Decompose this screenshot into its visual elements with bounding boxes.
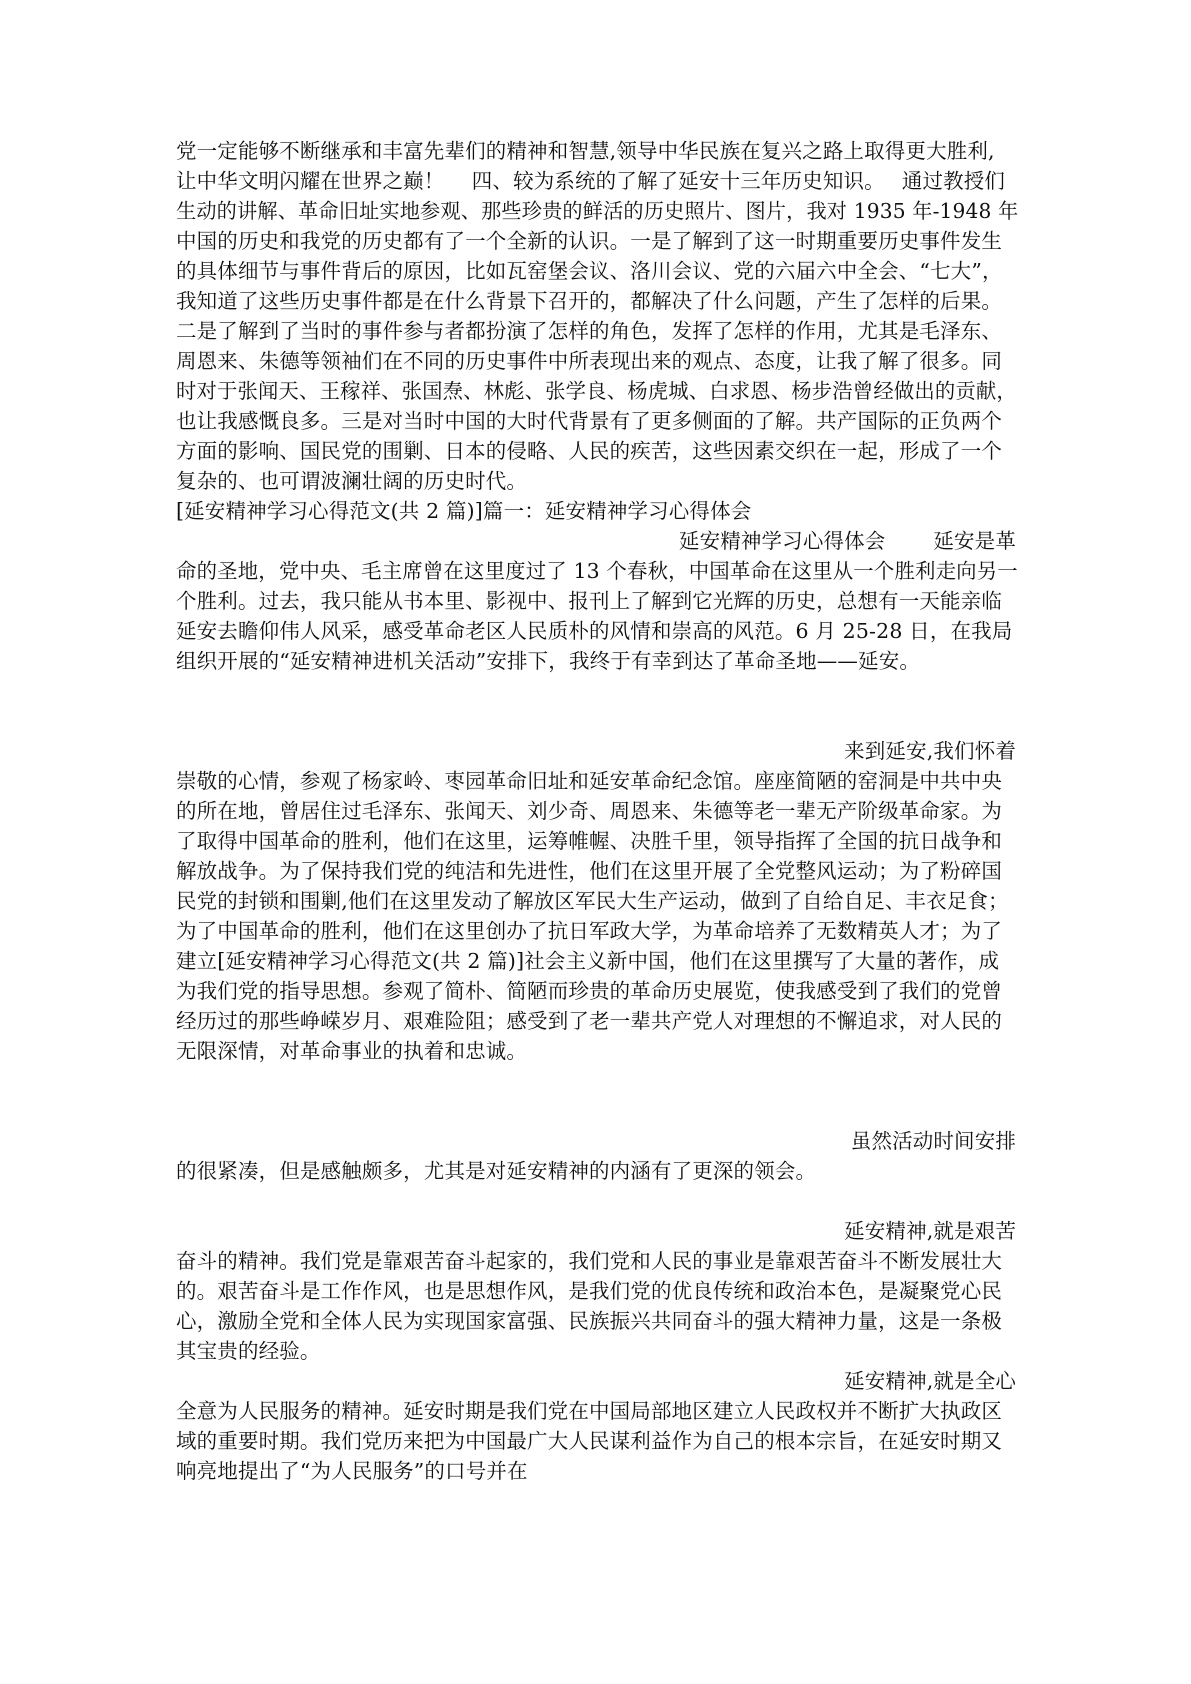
text-line: 建立[延安精神学习心得范文(共 2 篇)]社会主义新中国，他们在这里撰写了大量的著作，成 [176, 949, 1000, 973]
text-line: 二是了解到了当时的事件参与者都扮演了怎样的角色，发挥了怎样的作用，尤其是毛泽东、 [176, 319, 1002, 343]
text-line: 的具体细节与事件背后的原因，比如瓦窑堡会议、洛川会议、党的六届六中全会、“七大”， [176, 259, 1003, 283]
text-line: 延安去瞻仰伟人风采，感受革命老区人民质朴的风情和崇高的风范。6 月 25-28 日，在我局 [176, 619, 1013, 643]
text-line: 心，激励全党和全体人民为实现国家富强、民族振兴共同奋斗的强大精神力量，这是一条极 [176, 1309, 1002, 1333]
text-line: 响亮地提出了“为人民服务”的口号并在 [176, 1459, 528, 1483]
text-line: 中国的历史和我党的历史都有了一个全新的认识。一是了解到了这一时期重要历史事件发生 [176, 229, 1002, 253]
paragraph-start-line: 来到延安,我们怀着 [844, 739, 1016, 763]
text-line: 也让我感慨良多。三是对当时中国的大时代背景有了更多侧面的了解。共产国际的正负两个 [176, 409, 1002, 433]
text-line: 方面的影响、国民党的围剿、日本的侵略、人民的疾苦，这些因素交织在一起，形成了一个 [176, 439, 1002, 463]
paragraph-start-line: 延安精神,就是艰苦 [844, 1219, 1016, 1243]
text-line: 民党的封锁和围剿,他们在这里发动了解放区军民大生产运动，做到了自给自足、丰衣足食； [176, 889, 1009, 913]
paragraph-start-line: 延安精神,就是全心 [844, 1369, 1016, 1393]
text-line: 崇敬的心情，参观了杨家岭、枣园革命旧址和延安革命纪念馆。座座简陋的窑洞是中共中央 [176, 769, 1002, 793]
text-line: 时对于张闻天、王稼祥、张国焘、林彪、张学良、杨虎城、白求恩、杨步浩曾经做出的贡献， [176, 379, 1017, 403]
paragraph-start-line: 虽然活动时间安排 [850, 1129, 1016, 1153]
text-line: 的所在地，曾居住过毛泽东、张闻天、刘少奇、周恩来、朱德等老一辈无产阶级革命家。为 [176, 799, 1002, 823]
text-line: 的很紧凑，但是感触颇多，尤其是对延安精神的内涵有了更深的领会。 [176, 1159, 817, 1183]
text-line: 解放战争。为了保持我们党的纯洁和先进性，他们在这里开展了全党整风运动；为了粉碎国 [176, 859, 1002, 883]
text-line: 奋斗的精神。我们党是靠艰苦奋斗起家的，我们党和人民的事业是靠艰苦奋斗不断发展壮大 [176, 1249, 1002, 1273]
text-line: 复杂的、也可谓波澜壮阔的历史时代。 [176, 469, 528, 493]
text-line: 为了中国革命的胜利，他们在这里创办了抗日军政大学，为革命培养了无数精英人才；为了 [176, 919, 1002, 943]
text-line: 命的圣地，党中央、毛主席曾在这里度过了 13 个春秋，中国革命在这里从一个胜利走向另一 [176, 559, 1018, 583]
text-line: 的。艰苦奋斗是工作作风，也是思想作风，是我们党的优良传统和政治本色，是凝聚党心民 [176, 1279, 1002, 1303]
text-line: 个胜利。过去，我只能从书本里、影视中、报刊上了解到它光辉的历史，总想有一天能亲临 [176, 589, 1002, 613]
text-line: 域的重要时期。我们党历来把为中国最广大人民谋利益作为自己的根本宗旨，在延安时期又 [176, 1429, 1002, 1453]
text-line: 组织开展的“延安精神进机关活动”安排下，我终于有幸到达了革命圣地——延安。 [176, 649, 921, 673]
text-line: 生动的讲解、革命旧址实地参观、那些珍贵的鲜活的历史照片、图片，我对 1935 年-1948 年 [176, 199, 1019, 223]
text-line: 为我们党的指导思想。参观了简朴、简陋而珍贵的革命历史展览，使我感受到了我们的党曾 [176, 979, 1002, 1003]
section-heading: [延安精神学习心得范文(共 2 篇)]篇一：延安精神学习心得体会 [176, 499, 752, 523]
text-line: 党一定能够不断继承和丰富先辈们的精神和智慧,领导中华民族在复兴之路上取得更大胜利, [176, 139, 995, 163]
text-line: 经历过的那些峥嵘岁月、艰难险阻；感受到了老一辈共产党人对理想的不懈追求，对人民的 [176, 1009, 1002, 1033]
text-line: 无限深情，对革命事业的执着和忠诚。 [176, 1039, 528, 1063]
text-line: 其宝贵的经验。 [176, 1339, 321, 1363]
text-line: 我知道了这些历史事件都是在什么背景下召开的，都解决了什么问题，产生了怎样的后果。 [176, 289, 1002, 313]
article-title-line: 延安精神学习心得体会 延安是革 [678, 529, 1016, 553]
text-line: 了取得中国革命的胜利，他们在这里，运筹帷幄、决胜千里，领导指挥了全国的抗日战争和 [176, 829, 1002, 853]
text-line: 周恩来、朱德等领袖们在不同的历史事件中所表现出来的观点、态度，让我了解了很多。同 [176, 349, 1002, 373]
text-line: 全意为人民服务的精神。延安时期是我们党在中国局部地区建立人民政权并不断扩大执政区 [176, 1399, 1002, 1423]
text-line: 让中华文明闪耀在世界之巅！ 四、较为系统的了解了延安十三年历史知识。 通过教授们 [176, 169, 1006, 193]
